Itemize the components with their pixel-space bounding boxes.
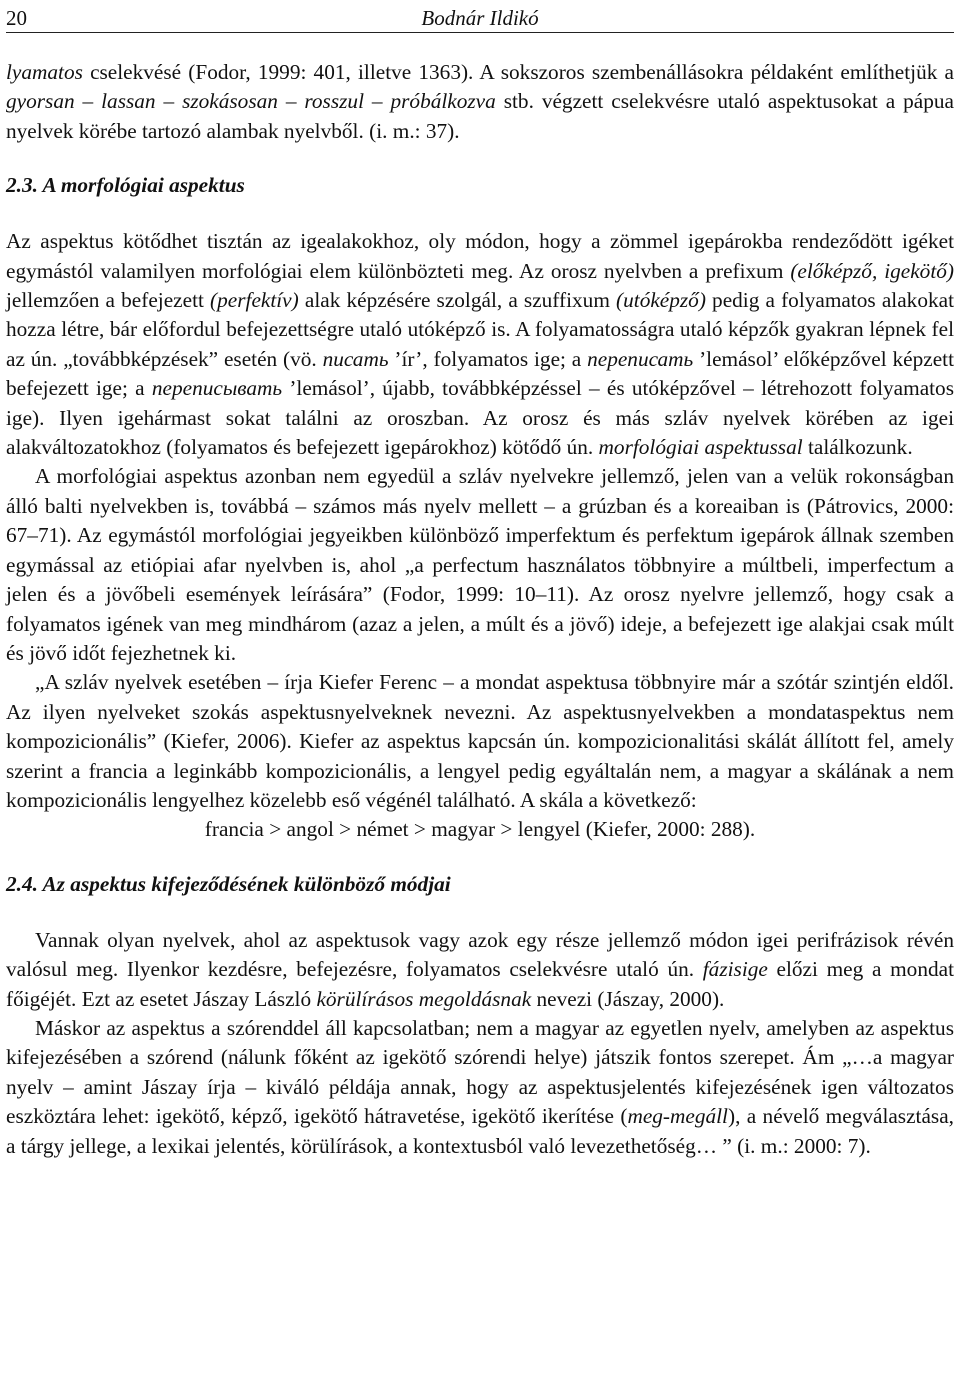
term: körülírásos megoldásnak	[316, 986, 532, 1011]
paragraph-baltic-languages: A morfológiai aspektus azonban nem egyedül a szláv nyelvekre jellemző, jelen van a velük rokonságban álló balti nyelvekben is, továbbá – számos más nyelv mellett – a grúzban és a koreaiban is (Pátrovics, 2000: 67–71). Az egymástól morfológiai jegyeikben különböző imperfektum és perfektum igepárok állnak szemben egymással az etiópiai afar nyelvben is, ahol „a perfectum használatos többnyire a múltbeli, imperfectum a jelen és a jövőbeli események leírására” (Fodor, 1999: 10–11). Az orosz nyelvre jellemző, hogy csak a folyamatos igének van meg mindhárom (azaz a jelen, a múlt és a jövő) ideje, a befejezett ige alakjai csak múlt és jövő időt fejezhetnek ki.	[6, 464, 954, 665]
example-series: gyorsan – lassan – szokásosan – rosszul – próbálkozva	[6, 89, 496, 114]
section-heading-2-4: 2.4. Az aspektus kifejeződésének különböző módjai	[6, 871, 451, 896]
running-head-author: Bodnár Ildikó	[421, 6, 539, 30]
paragraph-word-order: Máskor az aspektus a szórenddel áll kapcsolatban; nem a magyar az egyetlen nyelv, amelyben az aspektus kifejezésében a szórend (nálunk főként az igekötő szórendi helye) játszik fontos szerepet. Ám „…a magyar nyelv – amint Jászay írja – kiváló példája annak, hogy az aspektusjelentés kifejezésének igen változatos eszköztára lehet: igekötő, képző, igekötő hátravetése, igekötő ikerítése (meg-megáll), a névelő megválasztása, a tárgy jellege, a lexikai jelentés, körülírások, a kontextusból való levezethetőség… ” (i. m.: 2000: 7).	[6, 1015, 954, 1158]
term: morfológiai aspektussal	[598, 435, 803, 460]
paragraph-morphological-aspect: Az aspektus kötődhet tisztán az igealakokhoz, oly módon, hogy a zömmel igepárokba rendeződött igéket egymástól valamilyen morfológiai elem különbözteti meg. Az orosz nyelvben a prefixum (előképző, igekötő) jellemzően a befejezett (perfektív) alak képzésére szolgál, a szuffixum (utóképző) pedig a folyamatos alakokat hozza létre, bár előfordul befejezettségre utaló utóképző is. A folyamatosságra utaló képzők gyakran lépnek fel az ún. „továbbképzések” esetén (vö. писать ’ír’, folyamatos ige; a переписать ’lemásol’ előképzővel képzett befejezett ige; a переписывать ’lemásol’, újabb, továbbképzéssel – és utóképzővel – létrehozott folyamatos ige). Ilyen igehármast sokat találni az oroszban. Az orosz és más szláv nyelvek körében az igei alakváltozatokhoz (folyamatos és befejezett igepárokhoz) kötődő ún. morfológiai aspektussal találkozunk.	[6, 229, 954, 460]
russian-word: переписать	[587, 346, 694, 371]
running-header	[6, 2, 954, 33]
emphasis: lyamatos	[6, 60, 83, 84]
page-body	[6, 58, 954, 1161]
page-number: 20	[6, 6, 27, 30]
russian-word: переписывать	[151, 376, 283, 401]
paragraph-kiefer-quote: „A szláv nyelvek esetében – írja Kiefer Ferenc – a mondat aspektusa többnyire már a szótár szintjén eldől. Az ilyen nyelveket szokás aspektusnyelveknek nevezni. Az aspektusnyelvekben a mondataspektus nem kompozicionális” (Kiefer, 2006). Kiefer az aspektus kapcsán ún. kompozicionalitási skálát állított fel, amely szerint a francia a leginkább kompozicionális, a lengyel pedig egyáltalán nem, a magyar a skálának a nem kompozicionális lengyelhez közelebb eső végénél található. A skála a következő:	[6, 670, 954, 812]
paragraph-periphrasis: Vannak olyan nyelvek, ahol az aspektusok vagy azok egy része jellemző módon igei perifrázisok révén valósul meg. Ilyenkor kezdésre, befejezésre, folyamatos cselekvésre utaló ún. fázisige előzi meg a mondat főigéjét. Ezt az esetet Jászay László körülírásos megoldásnak nevezi (Jászay, 2000).	[6, 927, 954, 1011]
compositionality-scale: francia > angol > német > magyar > lengyel (Kiefer, 2000: 288).	[204, 817, 756, 842]
paragraph-continuation: lyamatos cselekvésé (Fodor, 1999: 401, illetve 1363). A sokszoros szembenállásokra példaként említhetjük a gyorsan – lassan – szokásosan – rosszul – próbálkozva stb. végzett cselekvésre utaló aspektusokat a pápua nyelvek körébe tartozó alambak nyelvből. (i. m.: 37).	[6, 60, 954, 143]
term: fázisige	[702, 957, 768, 982]
russian-word: писать	[322, 346, 389, 371]
section-heading-2-3: 2.3. A morfológiai aspektus	[6, 173, 245, 198]
example-word: meg-megáll	[627, 1104, 728, 1129]
